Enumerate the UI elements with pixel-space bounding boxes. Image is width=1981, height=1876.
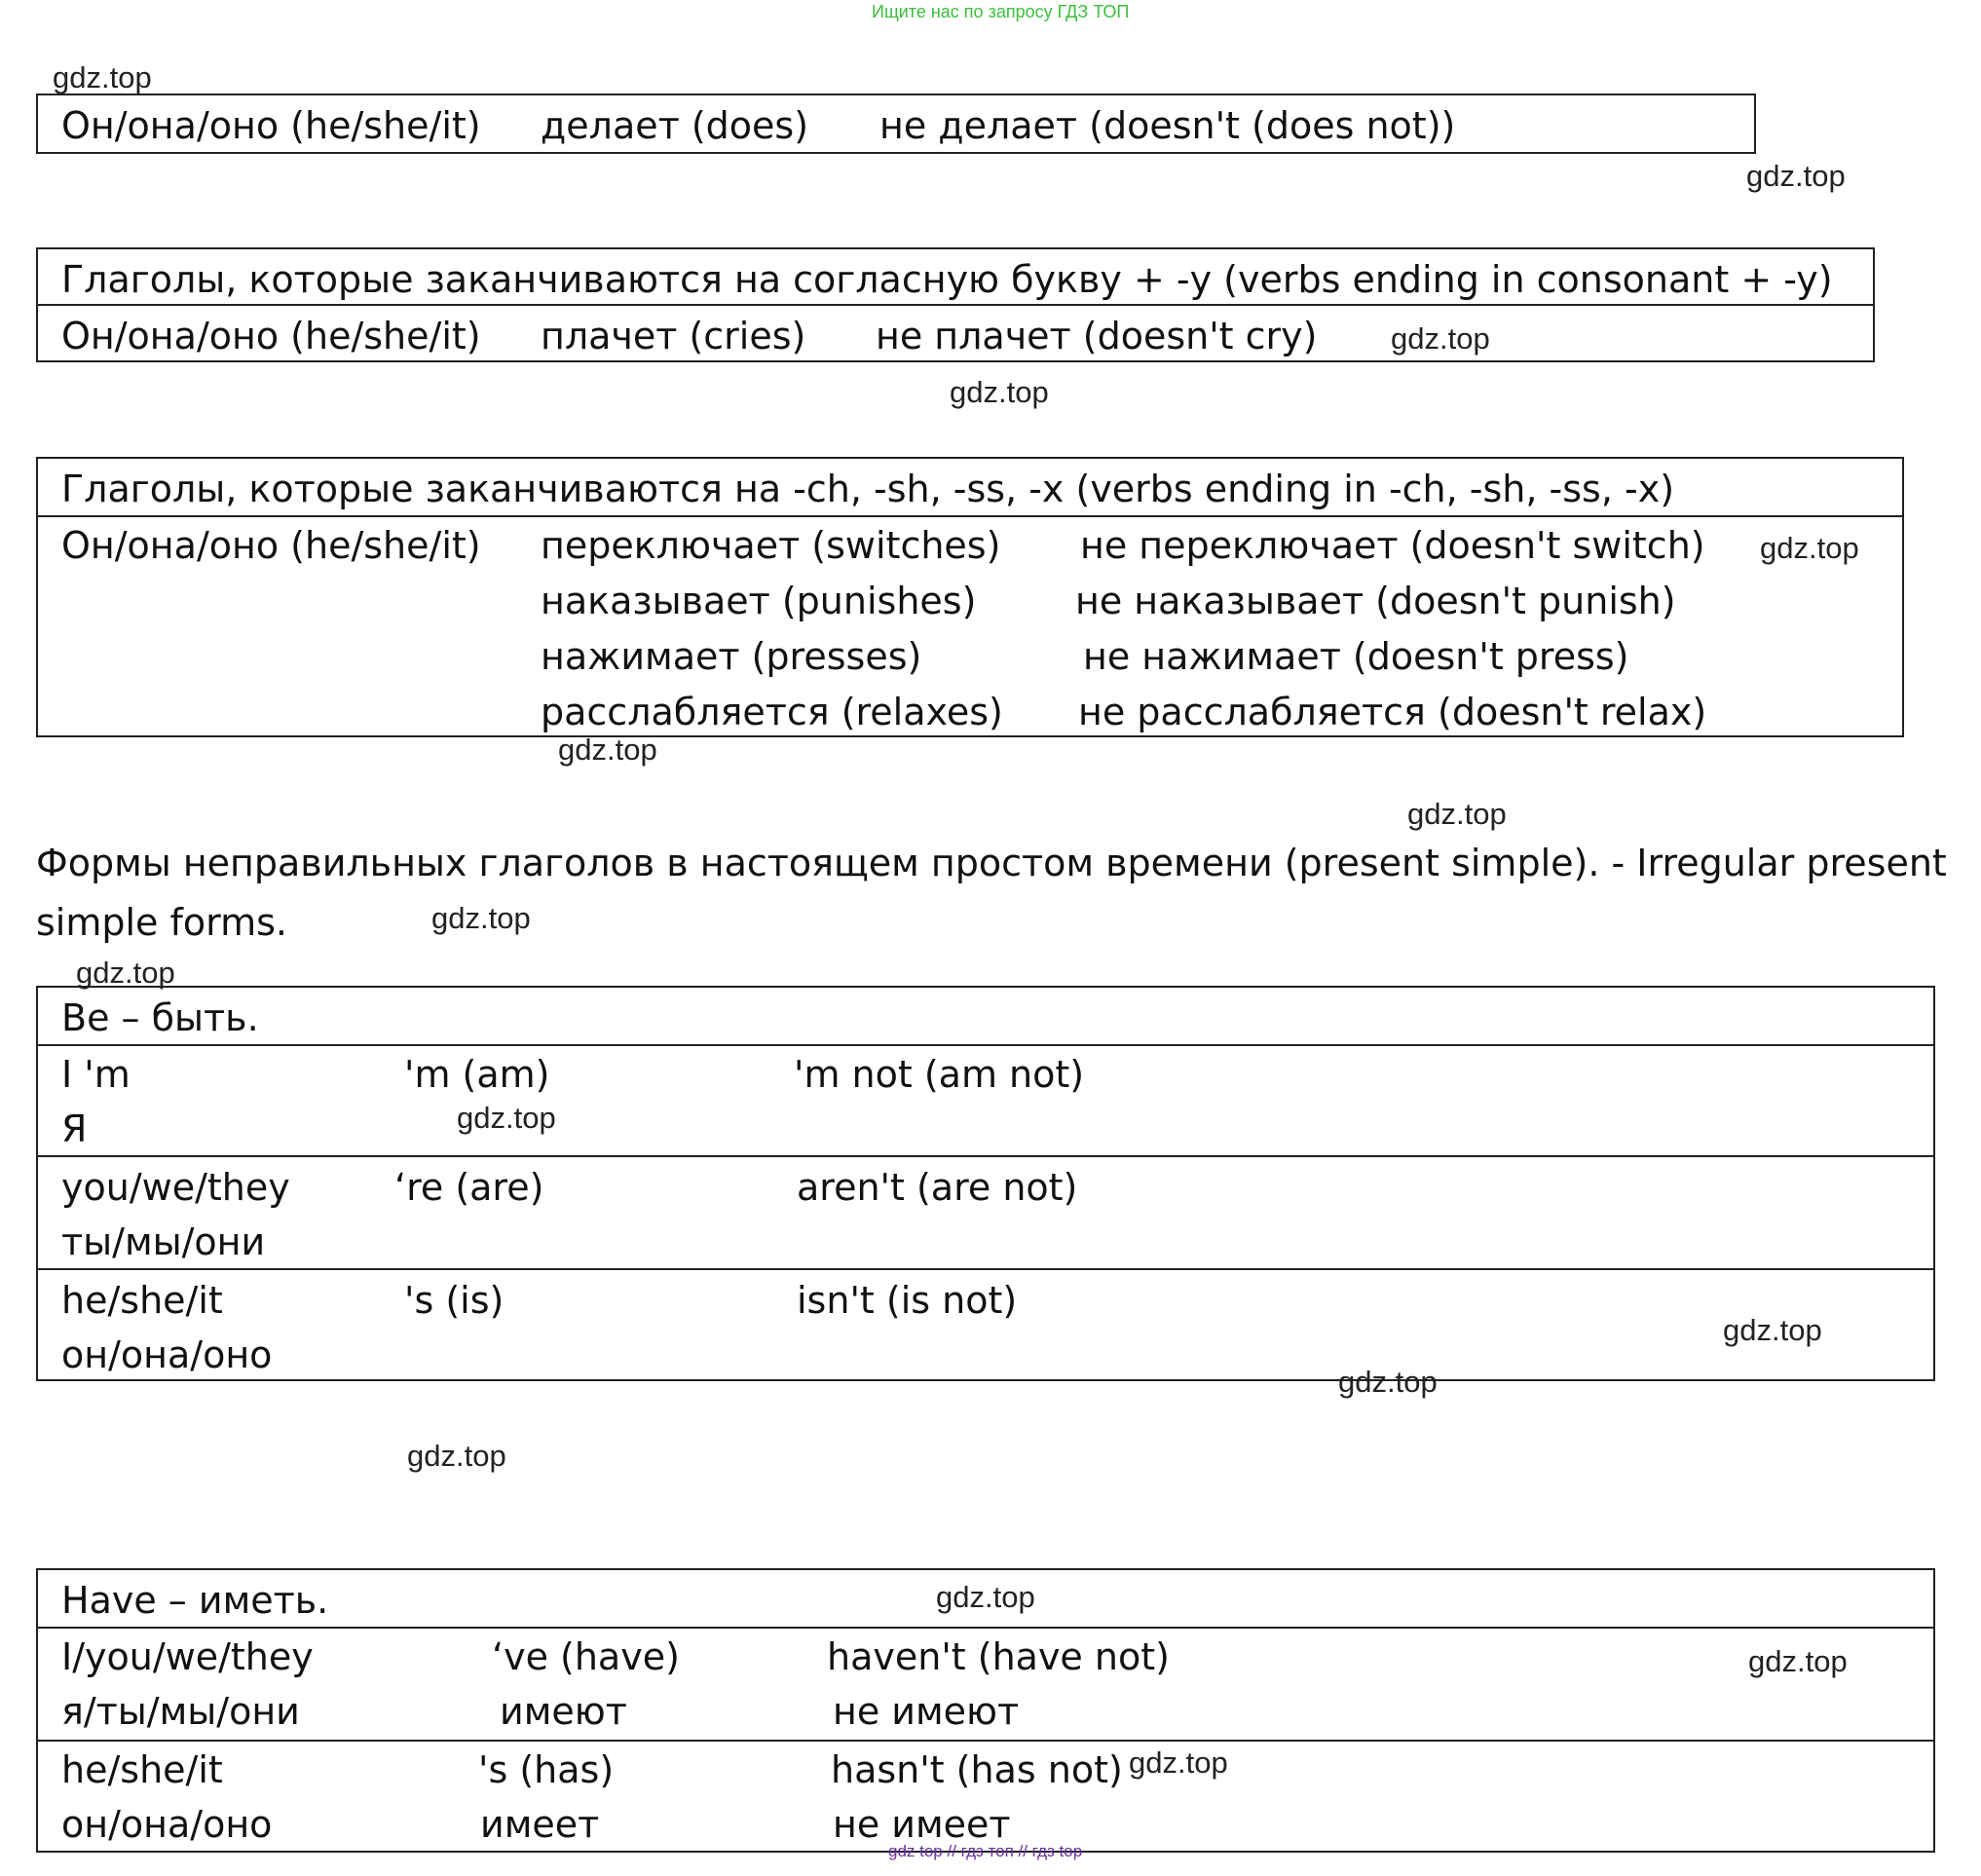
affirmative-cell: 's (is) — [404, 1279, 505, 1322]
affirmative-cell: плачет (cries) — [541, 315, 806, 357]
watermark: gdz.top — [1748, 1644, 1848, 1678]
watermark: gdz.top — [950, 375, 1049, 409]
watermark: gdz.top — [1338, 1365, 1438, 1399]
row-divider — [38, 1740, 1933, 1742]
affirmative-cell: ‘re (are) — [394, 1166, 544, 1209]
negative-ru-cell: не имеет — [833, 1803, 1011, 1846]
watermark: gdz.top — [407, 1439, 506, 1473]
affirmative-cell: ‘ve (have) — [492, 1635, 680, 1678]
row-divider — [38, 304, 1873, 306]
top-banner: Ищите нас по запросу ГДЗ ТОП — [872, 2, 1130, 21]
subject-cell: Он/она/оно (he/she/it) — [61, 104, 481, 147]
affirmative-cell: делает (does) — [541, 104, 809, 147]
subject-cell: you/we/they — [61, 1166, 290, 1209]
watermark: gdz.top — [1723, 1313, 1822, 1347]
subject-ru-cell: ты/мы/они — [61, 1220, 266, 1263]
watermark: gdz.top — [936, 1580, 1035, 1614]
row-divider — [38, 1268, 1933, 1270]
subject-ru-cell: Я — [61, 1107, 88, 1150]
row-divider — [38, 515, 1902, 517]
table-header: Глаголы, которые заканчиваются на согласную букву + -y (verbs ending in consonant + -y) — [61, 258, 1833, 301]
negative-cell: не плачет (doesn't cry) — [876, 315, 1318, 357]
table-header: Be – быть. — [61, 996, 259, 1039]
footer-links: gdz top // гдз топ // гдз top — [888, 1842, 1083, 1860]
affirmative-cell: 'm (am) — [404, 1053, 550, 1096]
affirmative-cell: нажимает (presses) — [541, 635, 922, 678]
watermark: gdz.top — [1129, 1745, 1228, 1780]
table-have — [36, 1568, 1935, 1853]
watermark: gdz.top — [1407, 797, 1507, 831]
table-ch-sh-ss-x — [36, 457, 1904, 737]
section-heading-line2: simple forms. — [36, 901, 287, 944]
negative-cell: 'm not (am not) — [794, 1053, 1085, 1096]
subject-cell: I/you/we/they — [61, 1635, 314, 1678]
table-consonant-y — [36, 247, 1875, 362]
affirmative-ru-cell: имеют — [500, 1690, 627, 1733]
watermark: gdz.top — [431, 901, 531, 935]
table-header: Have – иметь. — [61, 1579, 329, 1622]
watermark: gdz.top — [76, 956, 175, 990]
watermark: gdz.top — [1391, 321, 1490, 356]
watermark: gdz.top — [558, 732, 657, 767]
affirmative-ru-cell: имеет — [480, 1803, 600, 1846]
negative-cell: не делает (doesn't (does not)) — [879, 104, 1456, 147]
watermark: gdz.top — [457, 1101, 556, 1135]
watermark: gdz.top — [1746, 159, 1846, 193]
negative-cell: не переключает (doesn't switch) — [1080, 524, 1705, 567]
negative-cell: haven't (have not) — [827, 1635, 1170, 1678]
subject-cell: Он/она/оно (he/she/it) — [61, 315, 481, 357]
subject-ru-cell: я/ты/мы/они — [61, 1690, 300, 1733]
row-divider — [38, 1155, 1933, 1157]
affirmative-cell: переключает (switches) — [541, 524, 1001, 567]
negative-cell: не расслабляется (doesn't relax) — [1078, 691, 1707, 733]
negative-cell: не наказывает (doesn't punish) — [1075, 580, 1676, 622]
row-divider — [38, 1044, 1933, 1046]
negative-cell: hasn't (has not) — [831, 1748, 1123, 1791]
subject-cell: I 'm — [61, 1053, 131, 1096]
subject-cell: he/she/it — [61, 1748, 223, 1791]
table-does — [36, 94, 1756, 154]
affirmative-cell: 's (has) — [478, 1748, 615, 1791]
row-divider — [38, 1627, 1933, 1629]
affirmative-cell: расслабляется (relaxes) — [541, 691, 1003, 733]
negative-cell: не нажимает (doesn't press) — [1083, 635, 1629, 678]
section-heading-line1: Формы неправильных глаголов в настоящем простом времени (present simple). - Irregular present — [36, 842, 1947, 884]
subject-ru-cell: он/она/оно — [61, 1333, 273, 1376]
negative-ru-cell: не имеют — [833, 1690, 1020, 1733]
affirmative-cell: наказывает (punishes) — [541, 580, 977, 622]
subject-ru-cell: он/она/оно — [61, 1803, 273, 1846]
table-header: Глаголы, которые заканчиваются на -ch, -sh, -ss, -x (verbs ending in -ch, -sh, -ss, -x) — [61, 468, 1675, 510]
table-be — [36, 986, 1935, 1381]
negative-cell: isn't (is not) — [797, 1279, 1018, 1322]
subject-cell: Он/она/оно (he/she/it) — [61, 524, 481, 567]
watermark: gdz.top — [53, 60, 152, 94]
negative-cell: aren't (are not) — [797, 1166, 1078, 1209]
subject-cell: he/she/it — [61, 1279, 223, 1322]
watermark: gdz.top — [1760, 531, 1859, 565]
